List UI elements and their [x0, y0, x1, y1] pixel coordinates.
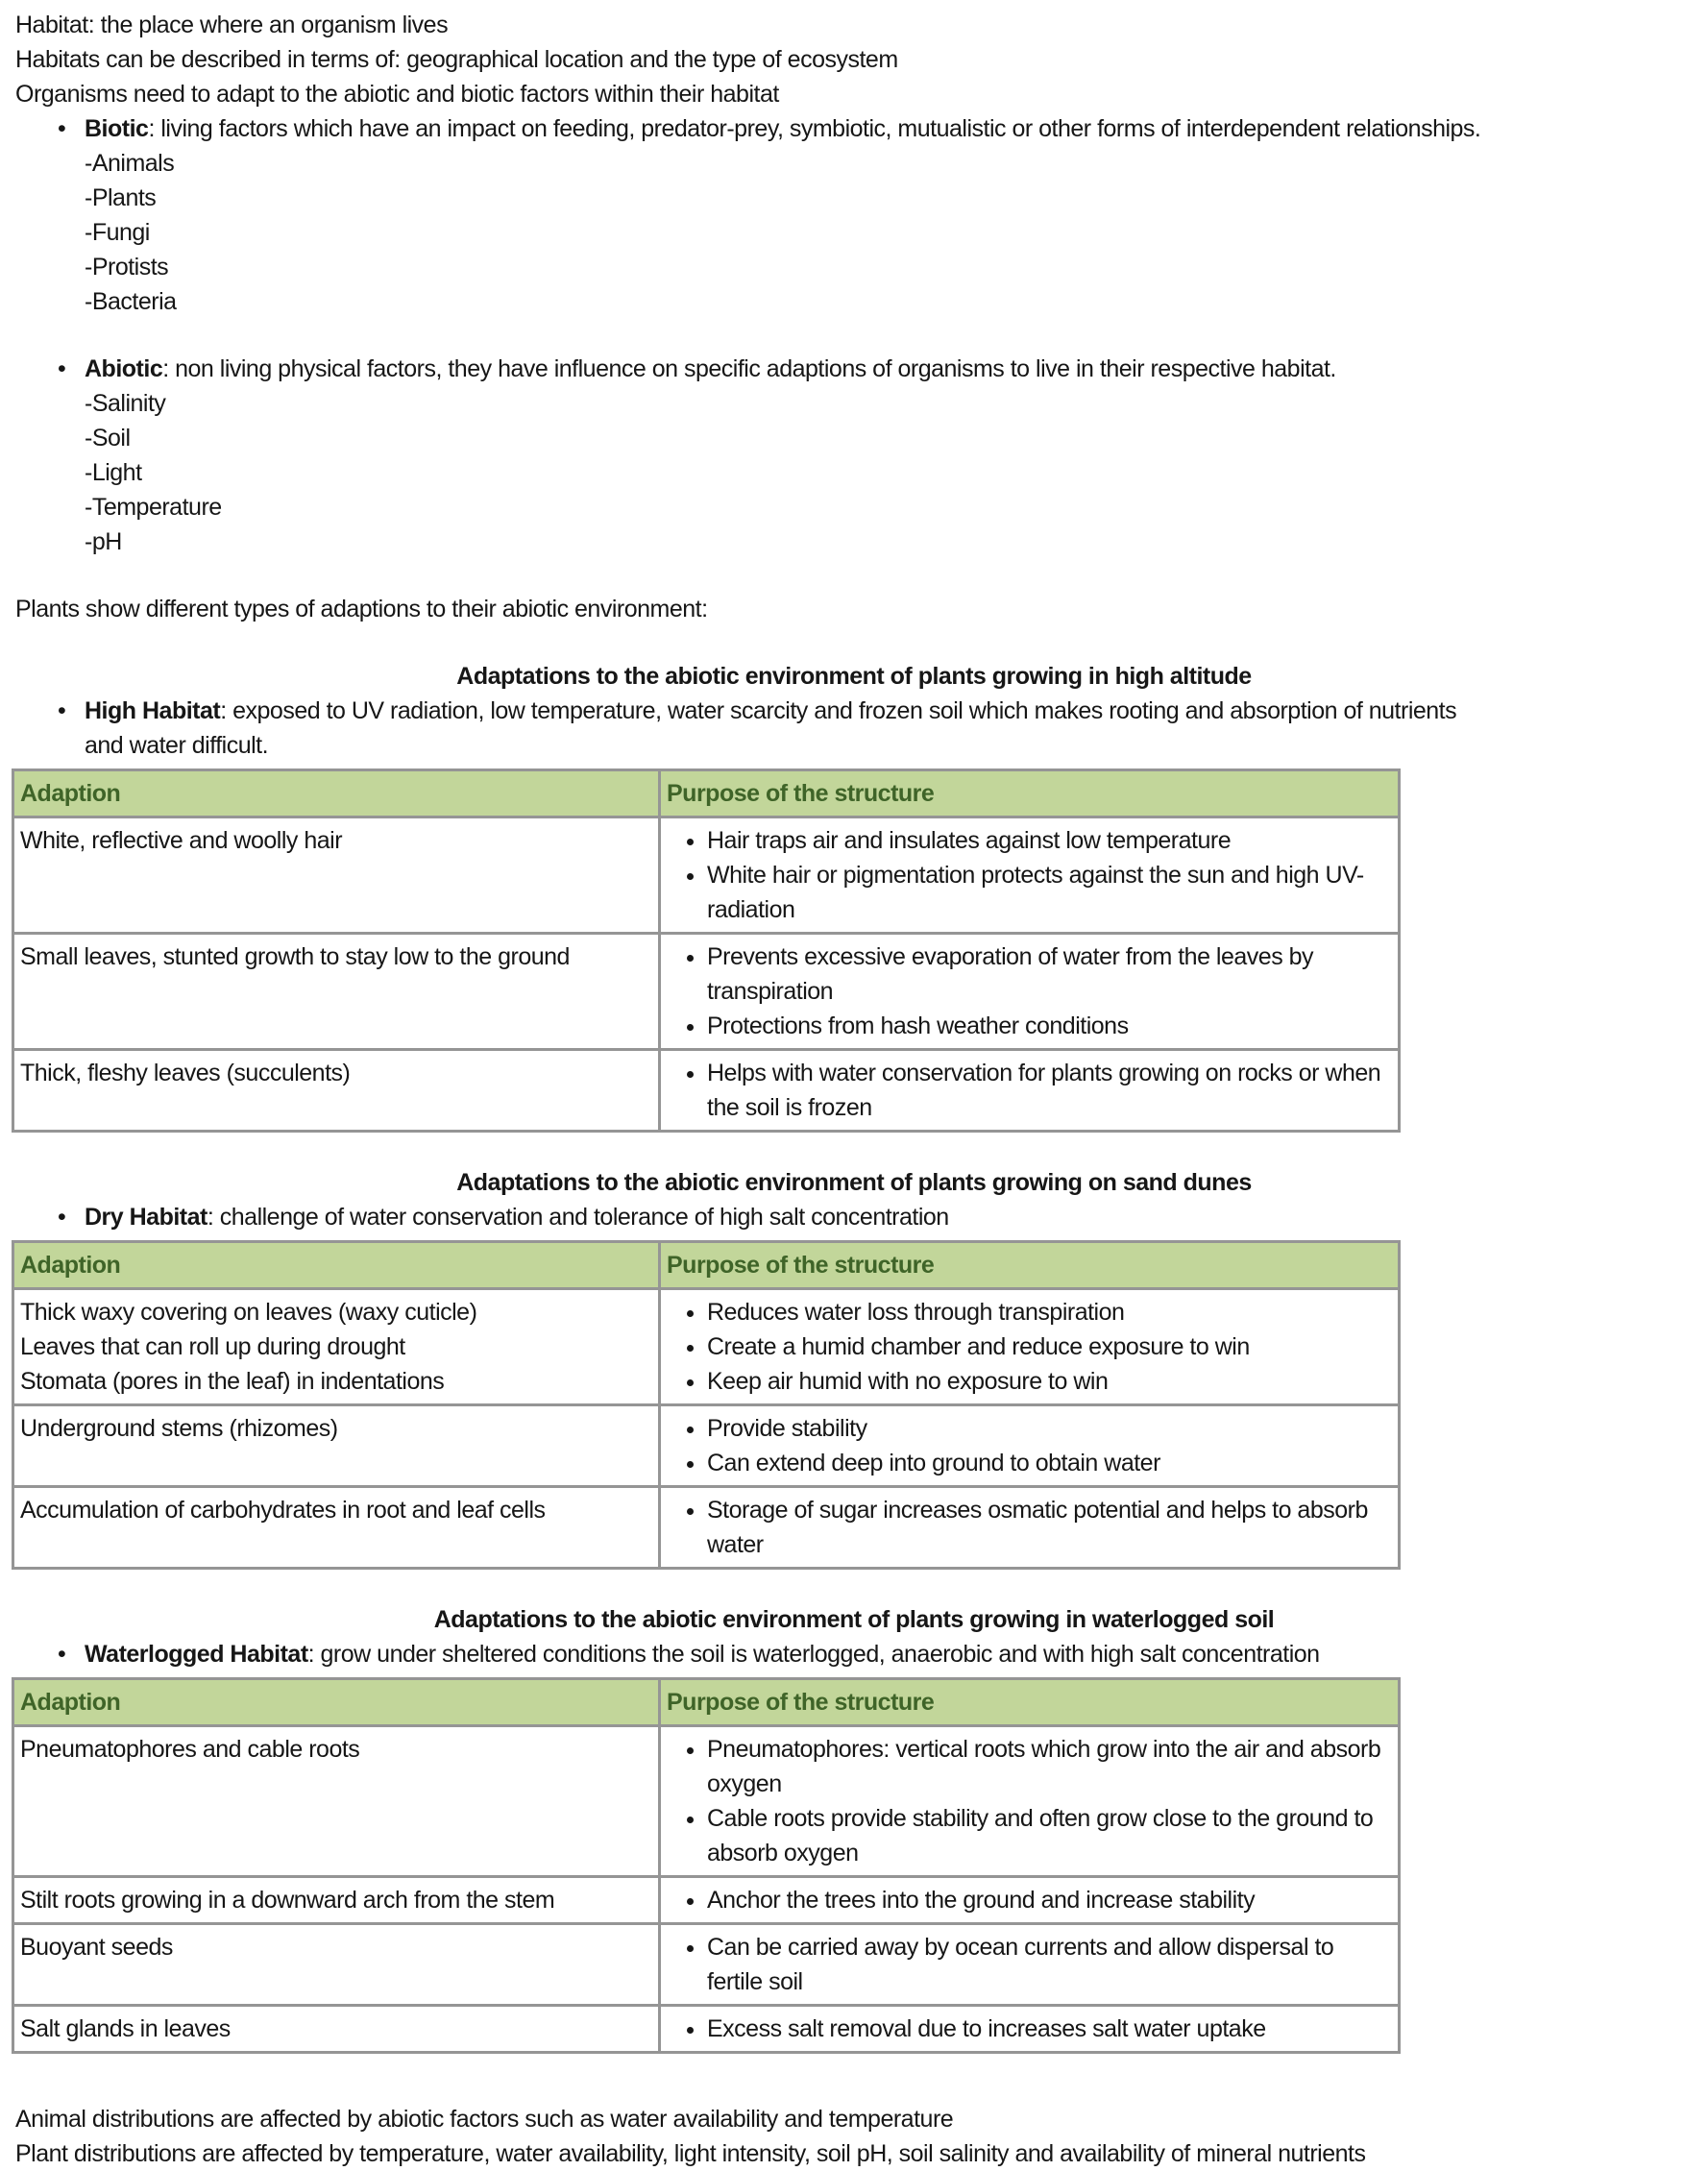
purpose-list [667, 1930, 1388, 1999]
column-header-purpose: Purpose of the structure [660, 1679, 1400, 1726]
purpose-item: • Cable roots provide stability and often grow close to the ground to absorb oxygen [707, 1801, 1388, 1870]
table-row [13, 1289, 1400, 1405]
purpose-list [667, 2012, 1388, 2046]
adaption-cell [13, 1405, 660, 1487]
biotic-factor-list [85, 146, 1708, 319]
adaption-cell [13, 1924, 660, 2006]
adaption-line: Accumulation of carbohydrates in root and leaf cells [20, 1497, 546, 1524]
spacer [0, 559, 1708, 592]
bullet-dry-habitat [15, 1200, 1673, 1234]
dash-item: -Light [85, 459, 142, 486]
purpose-list [667, 1411, 1388, 1480]
table-row [13, 2006, 1400, 2053]
table-row [13, 934, 1400, 1050]
purpose-list [667, 823, 1388, 927]
table-row [13, 1726, 1400, 1877]
text-line: Organisms need to adapt to the abiotic and biotic factors within their habitat [15, 81, 779, 108]
adaptation-table-waterlogged [12, 1677, 1401, 2054]
adaption-line: Stilt roots growing in a downward arch from the stem [20, 1887, 555, 1914]
adaption-line: Leaves that can roll up during drought [20, 1333, 405, 1360]
table-row [13, 1924, 1400, 2006]
adaption-cell [13, 817, 660, 934]
dash-item: -Plants [85, 184, 157, 211]
bullet-abiotic [15, 352, 1673, 386]
table-header-row [13, 1679, 1400, 1726]
purpose-item: • Anchor the trees into the ground and increase stability [707, 1883, 1388, 1917]
dash-item: -Bacteria [85, 288, 177, 315]
adaption-cell [13, 1289, 660, 1405]
section-heading-waterlogged: Adaptations to the abiotic environment of plants growing in waterlogged soil [433, 1606, 1275, 1633]
purpose-item: • Reduces water loss through transpiration [707, 1295, 1388, 1329]
outro-paragraphs [15, 2102, 1679, 2171]
purpose-cell [660, 1726, 1400, 1877]
purpose-list [667, 1732, 1388, 1870]
adaption-line: Thick, fleshy leaves (succulents) [20, 1060, 351, 1086]
bullet-text: : exposed to UV radiation, low temperature, water scarcity and frozen soil which makes rooting and absorption of nutrients [220, 697, 1457, 724]
purpose-item: • Provide stability [707, 1411, 1388, 1446]
dash-item: -Soil [85, 425, 131, 451]
purpose-item: • Keep air humid with no exposure to win [707, 1364, 1388, 1399]
purpose-cell [660, 1487, 1400, 1569]
purpose-cell [660, 817, 1400, 934]
adaption-cell [13, 1877, 660, 1924]
section-heading-high-altitude: Adaptations to the abiotic environment of plants growing in high altitude [456, 663, 1252, 690]
bullet-label: High Habitat [85, 697, 221, 724]
spacer [0, 2054, 1708, 2102]
adaption-line: Thick waxy covering on leaves (waxy cuticle) [20, 1299, 477, 1326]
abiotic-factor-list [85, 386, 1708, 559]
purpose-cell [660, 1877, 1400, 1924]
table-row [13, 817, 1400, 934]
table-row [13, 1487, 1400, 1569]
table-header-row [13, 1242, 1400, 1289]
dash-item: -Protists [85, 254, 169, 281]
adaption-cell [13, 934, 660, 1050]
spacer [0, 1133, 1708, 1165]
bullet-text: : non living physical factors, they have influence on specific adaptions of organisms to live in their respective habitat. [162, 355, 1336, 382]
table-row [13, 1877, 1400, 1924]
column-header-adaption: Adaption [13, 1242, 660, 1289]
adaption-line: Underground stems (rhizomes) [20, 1415, 338, 1442]
bullet-label: Waterlogged Habitat [85, 1641, 308, 1668]
purpose-list [667, 1056, 1388, 1125]
text-line: Habitat: the place where an organism lives [15, 12, 449, 38]
purpose-list [667, 1883, 1388, 1917]
bullet-biotic [15, 111, 1673, 146]
column-header-purpose: Purpose of the structure [660, 1242, 1400, 1289]
purpose-list [667, 939, 1388, 1043]
bullet-label: Biotic [85, 115, 149, 142]
adaption-cell [13, 1726, 660, 1877]
spacer [0, 626, 1708, 659]
text-line: Habitats can be described in terms of: geographical location and the type of ecosystem [15, 46, 898, 73]
purpose-item: • Helps with water conservation for plants growing on rocks or when the soil is frozen [707, 1056, 1388, 1125]
table-row [13, 1405, 1400, 1487]
dash-item: -Animals [85, 150, 175, 177]
purpose-list [667, 1493, 1388, 1562]
purpose-item: • Storage of sugar increases osmatic potential and helps to absorb water [707, 1493, 1388, 1562]
column-header-adaption: Adaption [13, 770, 660, 817]
bullet-text: : challenge of water conservation and tolerance of high salt concentration [207, 1204, 949, 1231]
adaption-line: White, reflective and woolly hair [20, 827, 343, 854]
purpose-item: • White hair or pigmentation protects against the sun and high UV-radiation [707, 858, 1388, 927]
bullet-high-habitat [15, 694, 1673, 763]
dash-item: -Fungi [85, 219, 150, 246]
purpose-item: • Hair traps air and insulates against low temperature [707, 823, 1388, 858]
dash-item: -Salinity [85, 390, 166, 417]
bullet-label: Dry Habitat [85, 1204, 207, 1231]
purpose-cell [660, 1289, 1400, 1405]
table-header-row [13, 770, 1400, 817]
purpose-cell [660, 934, 1400, 1050]
purpose-item: • Can be carried away by ocean currents and allow dispersal to fertile soil [707, 1930, 1388, 1999]
purpose-item: • Prevents excessive evaporation of water from the leaves by transpiration [707, 939, 1388, 1009]
purpose-list [667, 1295, 1388, 1399]
adaption-line: Salt glands in leaves [20, 2015, 231, 2042]
table-row [13, 1050, 1400, 1132]
bullet-text: : living factors which have an impact on feeding, predator-prey, symbiotic, mutualistic or other forms of interdependent relationships. [148, 115, 1481, 142]
intro-paragraphs [15, 8, 1679, 111]
text-line: Plant distributions are affected by temperature, water availability, light intensity, soil pH, soil salinity and availability of mineral nutrients [15, 2140, 1366, 2167]
adaption-line: Buoyant seeds [20, 1934, 173, 1961]
column-header-adaption: Adaption [13, 1679, 660, 1726]
purpose-item: • Excess salt removal due to increases salt water uptake [707, 2012, 1388, 2046]
purpose-cell [660, 1405, 1400, 1487]
adaptation-table-sand-dunes [12, 1240, 1401, 1570]
adaption-line: Pneumatophores and cable roots [20, 1736, 360, 1763]
spacer [0, 319, 1708, 352]
dash-item: -Temperature [85, 494, 222, 521]
adaption-cell [13, 1487, 660, 1569]
column-header-purpose: Purpose of the structure [660, 770, 1400, 817]
purpose-cell [660, 1924, 1400, 2006]
purpose-item: • Create a humid chamber and reduce exposure to win [707, 1329, 1388, 1364]
bullet-continuation: and water difficult. [85, 732, 269, 759]
purpose-cell [660, 2006, 1400, 2053]
purpose-item: • Pneumatophores: vertical roots which grow into the air and absorb oxygen [707, 1732, 1388, 1801]
plants-adaptions-line: Plants show different types of adaptions to their abiotic environment: [15, 596, 708, 622]
bullet-waterlogged-habitat [15, 1637, 1673, 1671]
adaptation-table-high-altitude [12, 768, 1401, 1133]
spacer [0, 1570, 1708, 1602]
adaption-cell [13, 2006, 660, 2053]
dash-item: -pH [85, 528, 122, 555]
adaption-line: Small leaves, stunted growth to stay low to the ground [20, 943, 570, 970]
purpose-item: • Can extend deep into ground to obtain water [707, 1446, 1388, 1480]
adaption-line: Stomata (pores in the leaf) in indentations [20, 1368, 445, 1395]
section-heading-sand-dunes: Adaptations to the abiotic environment of plants growing on sand dunes [456, 1169, 1252, 1196]
bullet-label: Abiotic [85, 355, 163, 382]
purpose-item: • Protections from hash weather conditions [707, 1009, 1388, 1043]
purpose-cell [660, 1050, 1400, 1132]
text-line: Animal distributions are affected by abiotic factors such as water availability and temperature [15, 2106, 954, 2133]
adaption-cell [13, 1050, 660, 1132]
bullet-text: : grow under sheltered conditions the soil is waterlogged, anaerobic and with high salt concentration [307, 1641, 1320, 1668]
